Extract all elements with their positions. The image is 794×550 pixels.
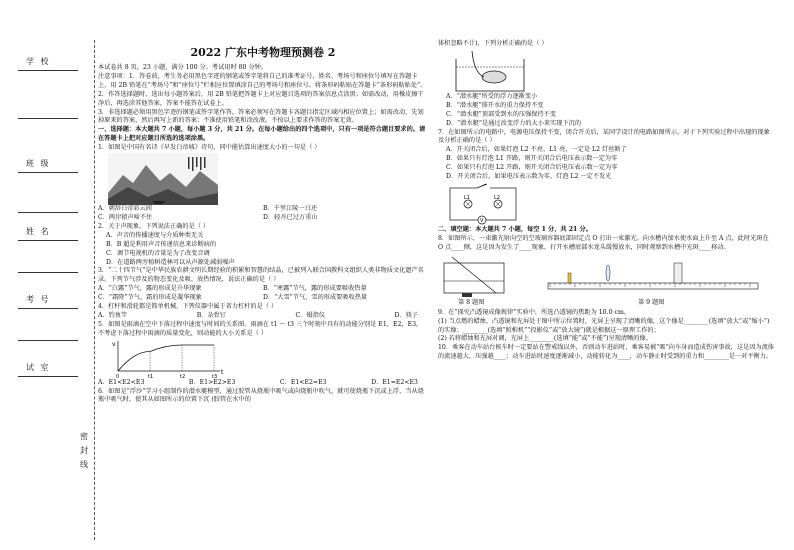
question-4: 4．杠杆和滑轮都是简单机械，下列仪器中属于省力杠杆的是（ ） (98, 303, 278, 311)
x-tick-label: t2 (180, 373, 186, 379)
room-label: 试 室 (26, 363, 51, 372)
circuit-diagram-icon (444, 182, 524, 226)
exam-no-line (18, 308, 78, 309)
q2-option-b[interactable]: B．B 超是利用声音传递信息来诊断病的 (106, 240, 217, 248)
q7-option-a[interactable]: A．开关闭合后，如果灯泡 L2 不亮、L1 亮，一定是 L2 灯丝断了 (446, 146, 627, 154)
name-line-bottom (18, 272, 78, 273)
svg-text:L2: L2 (494, 194, 500, 201)
q5-options (98, 379, 428, 388)
q3-option-b[interactable]: B．“寒露”节气，露的形成要吸收热量 (263, 285, 367, 293)
binding-margin (0, 0, 92, 550)
q6-option-b[interactable]: B．“潜水艇”排开水的重力保持不变 (446, 101, 544, 109)
question-2: 2．关于声现象，下列说法正确的是（ ） (98, 222, 210, 230)
notice-3: 3．非选择题必须用黑色字迹的钢笔或签字笔作答，答案必须写在答题卡各题目指定区域内相应位置上；如需改动，先划掉原来的答案，然后再写上新的答案；不准使用铅笔和涂改液。不按以上要求作答的答案无效。 (98, 108, 424, 125)
q1-option-c[interactable]: C．两岸猿声啼不住 (98, 213, 153, 221)
seal-line-label: 密 封 线 (80, 432, 88, 469)
exam-no-label: 考 号 (26, 295, 51, 304)
x-axis-label: t (221, 368, 224, 376)
q1-option-b[interactable]: B．千里江陵一日还 (263, 205, 318, 213)
school-line (18, 70, 78, 71)
notice-1: 注意事项：1．答卷前，考生务必用黑色字迹的钢笔或签字笔将自己的准考证号、姓名、考场号和座位号填写在答题卡上，用 2B 铅笔在“考场号”和“座位号”栏相应位置填涂自己的考场号和座位号。将条形码粘贴在答题卡“条形码粘贴处”。 (98, 72, 427, 89)
q8-q9-figures (438, 253, 774, 309)
q6-option-d[interactable]: D．“潜水艇”是通过改变浮力的大小来实现下沉的 (446, 119, 582, 127)
x-tick-label: 0 (116, 373, 120, 379)
room-line (18, 376, 78, 377)
q5-option-b[interactable]: B．E1>E2>E3 (188, 378, 236, 386)
svg-text:L1: L1 (464, 194, 470, 201)
q4-options (98, 312, 428, 321)
q7-option-b[interactable]: B．如果只有灯泡 L1 开路，则开关闭合后电压表示数一定为零 (446, 155, 618, 163)
question-6-continued: 体积忽略不计)，下列分析正确的是（ ） (438, 40, 548, 47)
q7-option-d[interactable]: D．开关闭合后，如果电压表示数为零，灯泡 L2 一定不发光 (446, 173, 612, 181)
question-9: 9．在“探究凸透镜成像规律”实验中，所选凸透镜的焦距为 10.0 cm。 (438, 308, 630, 316)
q6-figure (438, 49, 774, 93)
q2-option-a[interactable]: A．声音的传播速度与介质种类无关 (106, 231, 204, 239)
q3-options-2 (98, 294, 428, 303)
q2-option-c[interactable]: C．调节电视机的音量是为了改变音调 (106, 249, 210, 257)
svg-text:V: V (480, 217, 484, 224)
question-9-part-1: (1) 当点燃的蜡烛、凸透镜和光屏处于图中所示位置时，光屏上呈现了清晰的像，这个像是________(选填“放大”或“缩小”)的实像；________(选填“照相机”“投影仪”或“放大镜”)就是根据这一原理工作的； (438, 317, 770, 334)
q4-option-c[interactable]: C．镊指仪 (295, 311, 325, 319)
y-axis-label: v (112, 340, 116, 348)
q1-figure (98, 153, 428, 205)
landscape-painting-icon (108, 153, 218, 205)
q4-option-a[interactable]: A．钓鱼竿 (98, 311, 128, 319)
q2-option-d[interactable]: D．在道路两旁植树造林可以从声源处减弱噪声 (106, 258, 235, 266)
optics-figures (438, 253, 768, 299)
question-6: 6．如图是“浮沙”学习小组制作的潜水艇模型，通过胶管从烧瓶中吸气或向烧瓶中吹气，就可使烧瓶下沉或上浮，当从烧瓶中吸气时，使其从如图所示的位置下沉 (胶管在水中的 (98, 387, 424, 404)
question-9-part-2: (2) 若将蜡烛和光屏对调，光屏上________(选填“能”或“不能”)呈现清晰的像。 (438, 335, 652, 343)
q1-options (98, 205, 428, 214)
class-label: 班 级 (26, 159, 51, 168)
question-10: 10．乘客在动车站台候车时一定要站在警戒线以外，否则动车进站时，乘客易被“吸”向车身而造成伤害事故，这是因为流体的流速越大，压强越____；动车进站时速度逐渐减小，动能转化为____，动车静止时受到的重力和________是一对平衡力。 (438, 344, 774, 361)
q1-options-2 (98, 214, 428, 223)
q7-figure (438, 182, 774, 226)
q5-option-a[interactable]: A．E1<E2<E3 (98, 378, 145, 386)
question-8: 8．如图所示，一束激光射向空的空玻璃容器底部固定点 O 打出一束激光。向水槽内加水使水面上升至 A 点，此时光斑在 O 点____侧，这是因为发生了____现象。打开水槽底部水龙头缓慢放水，同时观察到水槽中光斑____移动。 (438, 234, 769, 251)
q4-option-d[interactable]: D．筷子 (394, 311, 418, 319)
q7-option-c[interactable]: C．如果只有灯泡 L2 开路，则开关闭合后电压表示数一定为零 (446, 164, 618, 172)
class-line-bottom (18, 212, 78, 213)
school-label: 学 校 (26, 57, 51, 66)
series-line (118, 345, 214, 371)
q3-options (98, 285, 428, 294)
fig-9-label: 第 9 题图 (638, 298, 665, 306)
exam-no-line-bottom (18, 340, 78, 341)
q5-option-c[interactable]: C．E1<E2=E3 (279, 378, 327, 386)
name-line (18, 240, 78, 241)
q5-figure (98, 339, 428, 379)
laser-tank-figure (444, 257, 504, 297)
optical-bench-figure (548, 263, 758, 289)
question-5: 5．如图是雨滴在空中下落过程中速度与时间的关系图。雨滴在 t1 ～ t3 三个时刻中具有的动能分别是 E1，E2，E3，不考虑下落过程中雨滴的质量变化，则动能的大小关系是（ ） (98, 320, 423, 337)
q1-option-a[interactable]: A．朝辞白帝彩云间 (98, 205, 152, 213)
name-label: 姓 名 (26, 227, 51, 236)
question-7: 7．在如图所示的电路中，电源电压保持不变，闭合开关后，某同学设计的电路如图所示。对于下列实验过程中出现的现象及分析正确的是（ ） (438, 128, 770, 145)
q4-option-b[interactable]: B．杂骨钉 (196, 311, 226, 319)
class-line (18, 172, 78, 173)
velocity-time-chart (108, 339, 228, 379)
section-2-heading: 二、填空题：本大题共 7 小题，每空 1 分，共 21 分。 (438, 225, 592, 233)
fig-8-label: 第 8 题图 (458, 298, 485, 306)
x-tick-label: t3 (212, 373, 218, 379)
question-3: 3．“二十四节气”是中华民族农耕文明长期经验的积累和智慧的结晶，已被列入联合国教科文组织人类非物质文化遗产名录。下列节气涉及的物态变化及吸、放热情况，说法正确的是（ ） (98, 267, 424, 284)
q5-option-d[interactable]: D．E1=E2<E3 (371, 378, 418, 386)
binding-dashed-line (94, 40, 95, 540)
q3-option-c[interactable]: C．“霜降”节气，霜的形成是凝华现象 (98, 294, 202, 302)
question-1: 1．如图是中国有名诗《早发白帝城》诗句，同中能估算出速度大小的一句是（ ） (98, 144, 321, 152)
q3-option-d[interactable]: D．“大雪”节气，雪的形成要吸收热量 (263, 294, 368, 302)
q6-option-c[interactable]: C．“潜水艇”顶部受到水的压强保持不变 (446, 110, 557, 118)
section-1-heading: 一、选择题：本大题共 7 小题，每小题 3 分，共 21 分。在每小题给出的四个选项中，只有一项是符合题目要求的。请在答题卡上把对应题目所选的选项涂黑。 (98, 126, 426, 143)
submarine-model-icon (450, 49, 530, 93)
q1-option-d[interactable]: D．轻舟已过万重山 (263, 213, 318, 221)
left-column (98, 44, 428, 405)
school-line-bottom (18, 118, 78, 119)
notice-2: 2．作答选择题时，选出每小题答案后，用 2B 铅笔把答题卡上对应题目选项的答案信息点涂黑；如需改动，用橡皮擦干净后，再选涂其他答案，答案不能答在试卷上。 (98, 90, 424, 107)
x-tick-label: t1 (148, 373, 154, 379)
q6-option-a[interactable]: A．“潜水艇”所受的浮力逐渐变小 (446, 92, 538, 100)
q3-option-a[interactable]: A．“白露”节气，露的形成是升华现象 (98, 285, 202, 293)
exam-intro: 本试卷共 8 页，23 小题，满分 100 分。考试用时 80 分钟。 (98, 64, 268, 71)
right-column (438, 40, 774, 362)
exam-title: 2022 广东中考物理预测卷 2 (190, 46, 336, 59)
